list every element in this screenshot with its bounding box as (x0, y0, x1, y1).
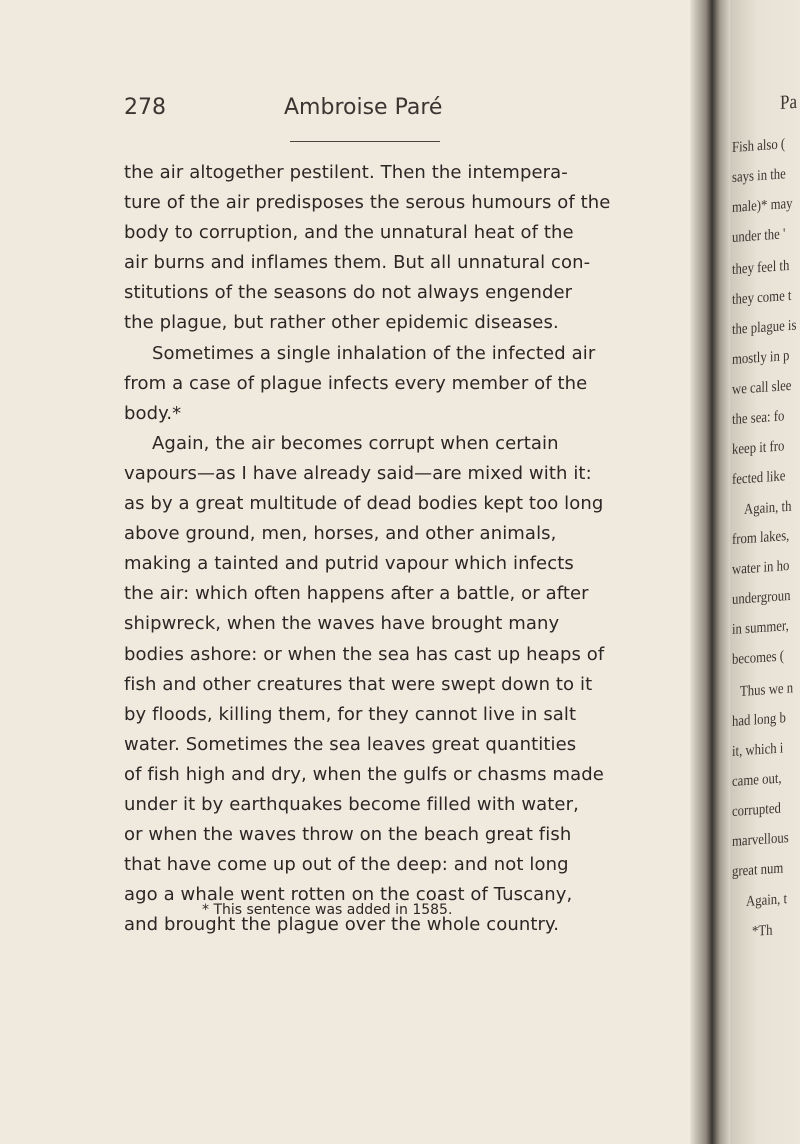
header-rule (290, 141, 440, 142)
text-line: vapours—as I have already said—are mixed with it: (124, 462, 592, 484)
text-line: body to corruption, and the unnatural heat of the (124, 222, 574, 244)
facing-page-fragment: male)* may (732, 195, 793, 216)
facing-page-fragment: it, which i (732, 740, 784, 760)
facing-page-fragment: water in ho (732, 557, 790, 578)
text-line: water. Sometimes the sea leaves great quantities (124, 733, 577, 755)
facing-page-fragment: becomes ( (732, 648, 785, 668)
text-line: of fish high and dry, when the gulfs or chasms made (124, 763, 604, 785)
facing-page-fragment: Thus we n (740, 680, 794, 700)
book-gutter (690, 0, 730, 1144)
text-line: air burns and inflames them. But all unnatural con- (124, 252, 591, 274)
text-line: ago a whale went rotten on the coast of Tuscany, (124, 884, 573, 906)
text-line: ture of the air predisposes the serous humours of the (124, 192, 611, 214)
facing-page-fragment: keep it fro (732, 438, 785, 458)
facing-page-fragment: the sea: fo (732, 408, 785, 428)
text-line: body.* (124, 402, 182, 424)
facing-page-fragment: marvellous (732, 830, 789, 850)
facing-page-fragment: the plague is (732, 317, 797, 338)
footnote: * This sentence was added in 1585. (202, 902, 453, 918)
facing-page-fragment: under the ' (732, 226, 786, 246)
running-title: Ambroise Paré (284, 95, 443, 120)
facing-page-fragment: they come t (732, 287, 792, 308)
facing-page-fragment: undergroun (732, 587, 791, 608)
facing-page-fragment: fected like (732, 468, 786, 488)
text-line: the air altogether pestilent. Then the intempera- (124, 162, 568, 183)
running-head (124, 95, 644, 125)
facing-page-fragment: *Th (752, 922, 773, 940)
text-line: from a case of plague infects every member of the (124, 372, 588, 394)
text-line: by floods, killing them, for they cannot live in salt (124, 703, 577, 725)
text-line: as by a great multitude of dead bodies kept too long (124, 493, 604, 515)
facing-page-fragment: Fish also ( (732, 136, 786, 156)
facing-page-fragment: says in the (732, 166, 786, 186)
text-line: that have come up out of the deep: and not long (124, 854, 569, 876)
text-line: or when the waves throw on the beach great fish (124, 824, 572, 846)
facing-page-fragment: came out, (732, 770, 782, 790)
facing-page-fragment: Again, t (746, 891, 788, 910)
facing-page-fragment: Pa (780, 90, 797, 114)
facing-page-fragment: they feel th (732, 257, 790, 278)
text-line: bodies ashore: or when the sea has cast up heaps of (124, 643, 605, 665)
text-line: shipwreck, when the waves have brought many (124, 613, 560, 635)
facing-page-fragment: from lakes, (732, 527, 790, 548)
text-line: Again, the air becomes corrupt when certain (152, 432, 559, 454)
text-line: under it by earthquakes become filled with water, (124, 793, 579, 815)
facing-page-fragment: we call slee (732, 377, 792, 398)
facing-page-fragment: corrupted (732, 800, 781, 820)
page-number: 278 (124, 95, 166, 120)
facing-page-fragment: Again, th (744, 498, 792, 518)
facing-page (730, 0, 800, 1144)
facing-page-fragment: great num (732, 860, 784, 880)
text-line: the air: which often happens after a battle, or after (124, 583, 589, 605)
text-line: fish and other creatures that were swept down to it (124, 673, 593, 695)
text-line: stitutions of the seasons do not always engender (124, 282, 573, 304)
facing-page-fragment: mostly in p (732, 347, 790, 368)
text-line: above ground, men, horses, and other animals, (124, 523, 557, 545)
text-line: and brought the plague over the whole country. (124, 914, 560, 936)
text-line: the plague, but rather other epidemic diseases. (124, 312, 559, 334)
facing-page-fragment: had long b (732, 710, 786, 730)
body-text (124, 158, 704, 940)
text-line: Sometimes a single inhalation of the infected air (152, 342, 596, 364)
facing-page-fragment: in summer, (732, 618, 789, 638)
text-line: making a tainted and putrid vapour which infects (124, 553, 574, 575)
